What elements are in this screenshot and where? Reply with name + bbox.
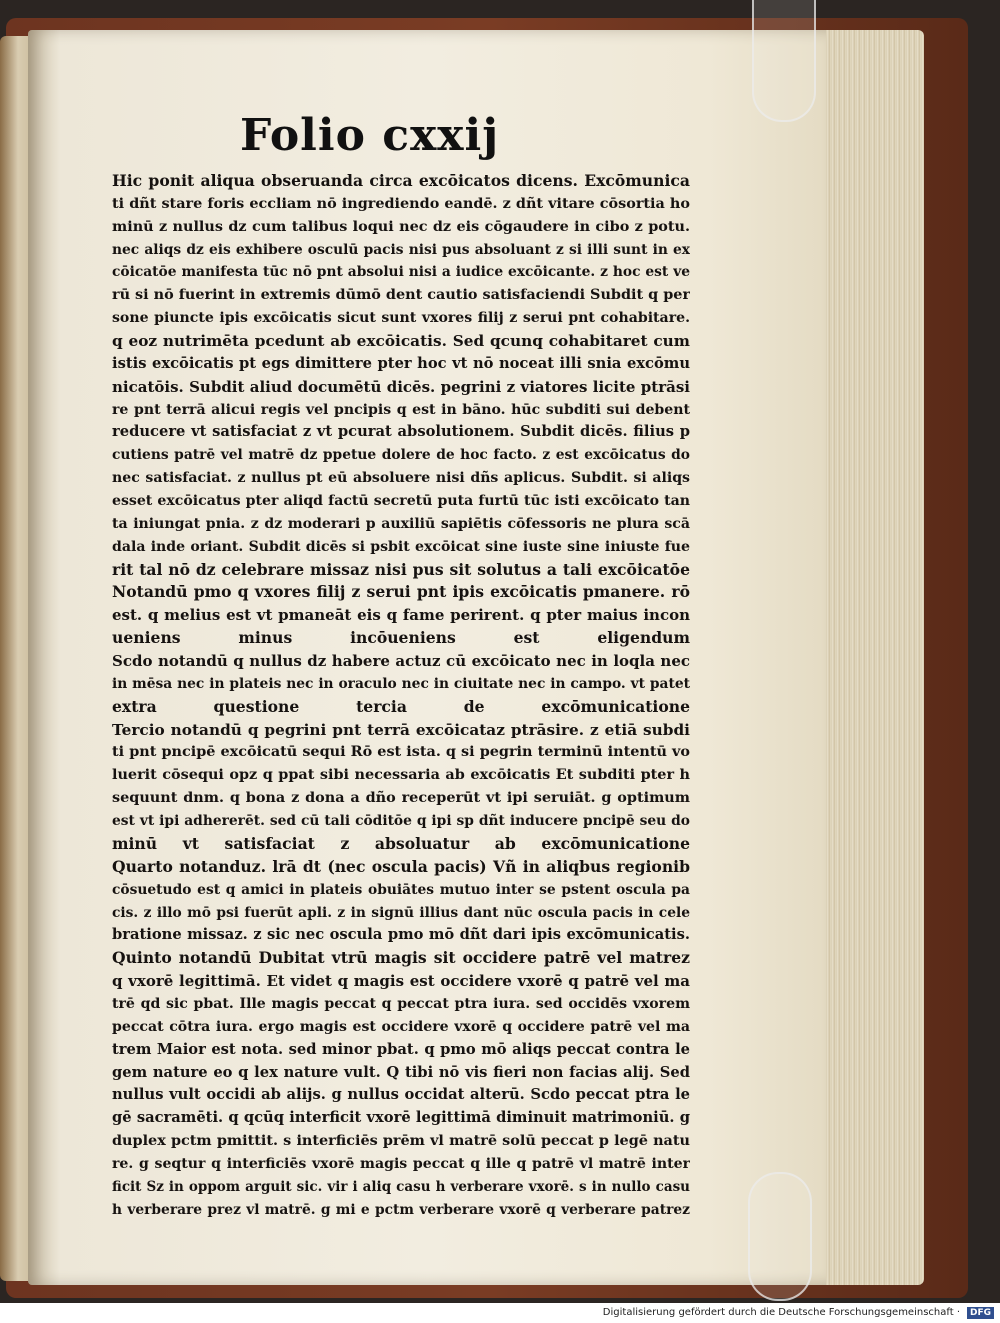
text-line: cutiens patrē vel matrē dz ppetue dolere de hoc facto. z est excōicatus do [112,447,690,464]
text-line: minū vt satisfaciat z absoluatur ab excōmunicatione [112,833,690,853]
text-line: ta iniungat pnia. z dz moderari p auxiliū sapiētis cōfessoris ne plura scā [112,515,690,532]
text-line: Quarto notanduz. lrā dt (nec oscula pacis) Vñ in aliqbus regionib [112,856,690,876]
text-line: peccat cōtra iura. ergo magis est occidere vxorē q occidere patrē vel ma [112,1018,690,1035]
text-line: re. g seqtur q interficiēs vxorē magis peccat q ille q patrē vl matrē inter [112,1155,690,1172]
text-line: ficit Sz in oppom arguit sic. vir i aliq casu h verberare vxorē. s in nullo casu [112,1178,690,1195]
text-line: ti dñt stare foris eccliam nō ingrediendo eandē. z dñt vitare cōsortia ho [112,194,690,212]
text-line: est vt ipi adhererēt. sed cū tali cōditōe q ipi sp dñt inducere pncipē seu do [112,813,690,830]
bottom-clip [748,1172,812,1301]
text-line: sequunt dnm. q bona z dona a dño receperūt vt ipi seruiāt. g optimum [112,789,690,807]
text-line: in mēsa nec in plateis nec in oraculo nec in ciuitate nec in campo. vt patet [112,675,690,692]
text-line: cis. z illo mō psi fuerūt apli. z in signū illius dant nūc oscula pacis in cele [112,904,690,921]
text-line: dala inde oriant. Subdit dicēs si psbit excōicat sine iuste sine iniuste fue [112,538,690,555]
text-line: Tercio notandū q pegrini pnt terrā excōicataz ptrāsire. z etiā subdi [112,720,690,739]
text-line: esset excōicatus pter aliqd factū secretū puta furtū tūc isti excōicato tan [112,493,690,510]
text-line: gem nature eo q lex nature vult. Q tibi nō vis fieri non facias alij. Sed [112,1063,690,1081]
text-line: istis excōicatis pt egs dimittere pter hoc vt nō noceat illi snia excōmu [112,354,690,372]
dfg-logo: DFG [967,1307,994,1319]
text-line: reducere vt satisfaciat z vt pcurat absolutionem. Subdit dicēs. filius p [112,423,690,441]
text-line: q vxorē legittimā. Et videt q magis est occidere vxorē q patrē vel ma [112,972,690,991]
folio-heading: Folio cxxij [240,110,500,161]
text-line: nec satisfaciat. z nullus pt eū absoluere nisi dñs aplicus. Subdit. si aliqs [112,470,690,487]
text-line: Hic ponit aliqua obseruanda circa excōicatos dicens. Excōmunica [112,171,690,190]
text-line: ueniens minus incōueniens est eligendum [112,628,690,648]
text-line: nec aliqs dz eis exhibere osculū pacis nisi pus absoluant z si illi sunt in ex [112,241,690,258]
text-line: cōicatōe manifesta tūc nō pnt absolui nisi a iudice excōicante. z hoc est ve [112,264,690,281]
text-line: re pnt terrā alicui regis vel pncipis q est in bāno. hūc subditi sui debent [112,401,690,418]
text-line: Scdo notandū q nullus dz habere actuz cū excōicato nec in loqla nec [112,652,690,671]
text-line: trē qd sic pbat. Ille magis peccat q peccat ptra iura. sed occidēs vxorem [112,995,690,1012]
page-text [112,170,690,1222]
text-line: q eoz nutrimēta pcedunt ab excōicatis. Sed qcunq cohabitaret cum [112,332,690,351]
left-page-edge [0,36,30,1281]
text-line: bratione missaz. z sic nec oscula pmo mō dñt dari ipis excōmunicatis. [112,926,690,944]
text-line: duplex pctm pmittit. s interficiēs prēm vl matrē solū peccat p legē natu [112,1132,690,1150]
text-line: trem Maior est nota. sed minor pbat. q pmo mō aliqs peccat contra le [112,1040,690,1058]
text-line: est. q melius est vt pmaneāt eis q fame perirent. q pter maius incon [112,606,690,625]
text-line: extra questione tercia de excōmunicatione [112,696,690,716]
page-edges [826,30,924,1285]
text-line: minū z nullus dz cum talibus loqui nec dz eis cōgaudere in cibo z potu. [112,217,690,235]
text-line: luerit cōsequi opz q ppat sibi necessaria ab excōicatis Et subditi pter h [112,766,690,784]
text-line: Quinto notandū Dubitat vtrū magis sit occidere patrē vel matrez [112,948,690,968]
text-line: nullus vult occidi ab alijs. g nullus occidat alterū. Scdo peccat ptra le [112,1086,690,1104]
text-line: h verberare prez vl matrē. g mi e pctm verberare vxorē q verberare patrez [112,1201,690,1218]
text-line: sone piuncte ipis excōicatis sicut sunt vxores filij z serui pnt cohabitare. [112,310,690,327]
text-line: cōsuetudo est q amici in plateis obuiātes mutuo inter se pstent oscula pa [112,881,690,898]
digitization-credit: Digitalisierung gefördert durch die Deutsche Forschungsgemeinschaft · [602,1307,960,1318]
text-line: gē sacramēti. q qcūq interficit vxorē legittimā diminuit matrimoniū. g [112,1109,690,1127]
text-line: nicatōis. Subdit aliud documētū dicēs. pegrini z viatores licite ptrāsi [112,377,690,396]
top-clip [752,0,816,122]
text-line: ti pnt pncipē excōicatū sequi Rō est ista. q si pegrin terminū intentū vo [112,743,690,761]
text-line: Notandū pmo q vxores filij z serui pnt ipis excōicatis pmanere. rō [112,582,690,602]
text-line: rit tal nō dz celebrare missaz nisi pus sit solutus a tali excōicatōe [112,559,690,579]
text-line: rū si nō fuerint in extremis dūmō dent cautio satisfaciendi Subdit q per [112,286,690,304]
